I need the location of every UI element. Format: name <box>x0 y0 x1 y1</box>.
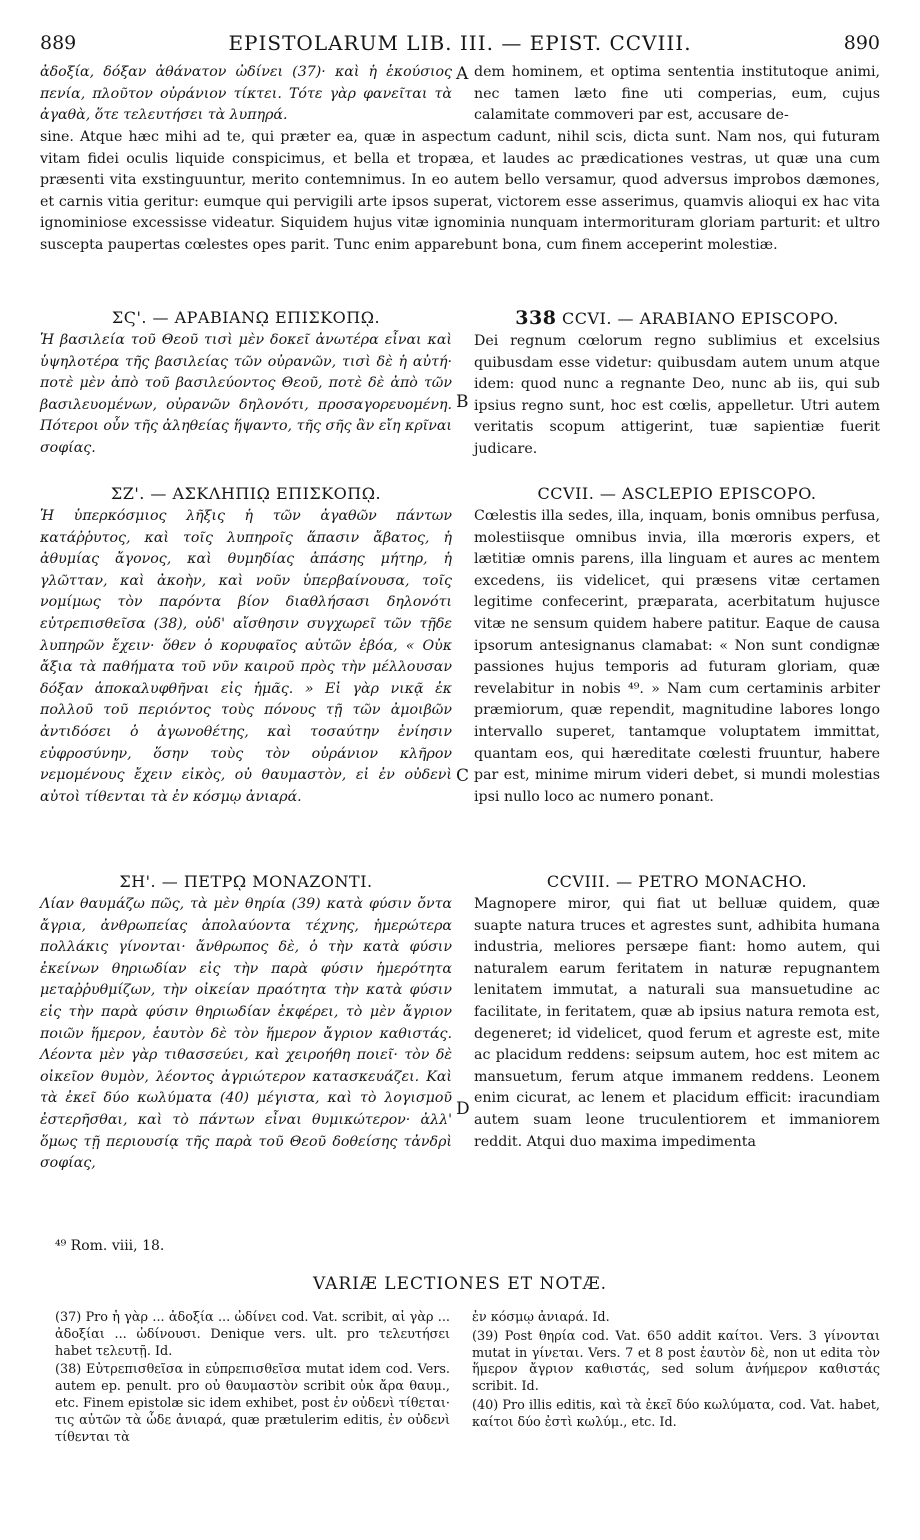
page-number-left: 889 <box>40 32 77 54</box>
notes-title: VARIÆ LECTIONES ET NOTÆ. <box>312 1274 608 1294</box>
greek-letter-208 <box>40 870 452 1175</box>
greek-heading-208: ΣΗ'. — ΠΕΤΡῼ ΜΟΝΑΖΟΝΤΙ. <box>119 872 373 891</box>
running-title: EPISTOLARUM LIB. III. — EPIST. CCVIII. <box>228 31 692 55</box>
greek-continuation-text: ἀδοξία, δόξαν ἀθάνατον ὠδίνει (37)· καὶ ἡ ἑκούσιος πενία, πλοῦτον οὐράνιον τίκτει. Τότε γὰρ φανεῖται τὰ ἀγαθὰ, ὅτε τελευτήσει τὰ λυπηρά. <box>40 64 452 124</box>
latin-body-206: Dei regnum cœlorum regno sublimius et excelsius quibusdam esse videtur: quibusdam autem unum atque idem: quod nunc a regnante Deo, nunc ab iis, qui sub ipsius regno sunt, hoc est cœlis, appelletur. Utri autem veritatis scopum attigerint, tuæ sapientiæ fuerit judicare. <box>474 333 880 457</box>
note-38-continued: ἐν κόσμῳ ἀνιαρά. Id. <box>472 1310 610 1325</box>
greek-letter-206 <box>40 306 452 460</box>
latin-heading-206-text: CCVI. — ARABIANO EPISCOPO. <box>562 309 839 328</box>
greek-body-208: Λίαν θαυμάζω πῶς, τὰ μὲν θηρία (39) κατὰ φύσιν ὄντα ἄγρια, ἀνθρωπείας ἀπολαύοντα τέχνης, ἡμερώτερα πολλάκις γίνονται· ἄνθρωπος δὲ, ὁ τὴν κατὰ φύσιν ἐκείνων θηριωδίαν εἰς τὴν παρὰ φύσιν ἡμερότητα μεταῤῥυθμίζων, τὴν οἰκείαν πραότητα τὴν κατὰ φύσιν εἰς τὴν παρὰ φύσιν θηριωδίαν ἐκφέρει, τὸ μὲν ἄγριον ποιῶν ἥμερον, ἑαυτὸν δὲ τὸν ἥμερον ἄγριον καθιστάς. Λέοντα μὲν γὰρ τιθασσεύει, καὶ χειροήθη ποιεῖ· τὸν δὲ οἰκεῖον θυμὸν, λέοντος ἀγριώτερον κατασκευάζει. Καὶ τὰ ἐκεῖ δύο κωλύματα (40) μέγιστα, καὶ τὸ λογισμοῦ ἐστερῆσθαι, καὶ τὸ πάντων εἶναι θυμικώτερον· ἀλλ' ὅμως τῇ περιουσίᾳ τῆς παρὰ τοῦ Θεοῦ δοθείσης τἀνδρὶ σοφίας, <box>40 896 452 1172</box>
latin-heading-206 <box>474 306 880 331</box>
margin-letter-d: D <box>456 1099 470 1119</box>
footnote: ⁴⁹ Rom. viii, 18. <box>55 1238 165 1254</box>
margin-letter-c: C <box>456 766 470 786</box>
latin-letter-208 <box>474 870 880 1153</box>
latin-heading-208: CCVIII. — PETRO MONACHO. <box>546 872 808 891</box>
greek-body-207: Ἡ ὑπερκόσμιος λῆξις ἡ τῶν ἀγαθῶν πάντων κατάῤῥυτος, καὶ τοῖς λυπηροῖς ἅπασιν ἄβατος, ἡ ἀθυμίας ἄγονος, καὶ θυμηδίας ἁπάσης μήτηρ, ἡ γλῶτταν, καὶ ἀκοὴν, καὶ νοῦν ὑπερβαίνουσα, τοῖς νομίμως τὸν παρόντα βίον διαθλήσασι δηλονότι εὐτρεπισθεῖσα (38), οὐδ' αἴσθησιν συγχωρεῖ τῶν τῇδε λυπηρῶν ἔχειν· ὅθεν ὁ κορυφαῖος αὐτῶν ἐβόα, « Οὐκ ἄξια τὰ παθήματα τοῦ νῦν καιροῦ πρὸς τὴν μέλλουσαν δόξαν ἀποκαλυφθῆναι εἰς ἡμᾶς. » Εἰ γὰρ νικᾷ ἐκ πολλοῦ τοῦ περιόντος τοὺς πόνους τῇ τῶν ἀμοιβῶν ἀντιδόσει ὁ ἀγωνοθέτης, καὶ τοσαύτην ἐνίησιν εὐφροσύνην, ὅσην τοὺς τὸν οὐράνιον κλῆρον νεμομένους ἔχειν εἰκὸς, οὐ θαυμαστὸν, εἰ ἐν οὐδενὶ αὐτοὶ τίθενται τὰ ἐν κόσμῳ ἀνιαρά. <box>40 508 452 805</box>
running-header <box>40 28 880 58</box>
latin-full-width-text: sine. Atque hæc mihi ad te, qui præter ea, quæ in aspectum cadunt, nihil scis, dicta sunt. Nam nos, qui futuram vitam fidei oculis liquide conspicimus, et bella et tropæa, et laudes ac prædicationes vestras, ut quæ una cum præsenti vita exstinguuntur, merito contemnimus. In eo autem bello versamur, quod adversus improbos dæmones, et carnis vitia geritur: eumque qui pervigili arte ipsos superat, victorem esse asserimus, quamvis alioqui ex hac vita ignominiose excessisse videatur. Siquidem hujus vitæ ignominia nunquam intermorituram gloriam parturit: et ultro suscepta paupertas cœlestes opes parit. Tunc enim apparebunt bona, cum finem acceperint molestiæ. <box>40 129 880 253</box>
note-40: (40) Pro illis editis, καὶ τὰ ἐκεῖ δύο κωλύματα, cod. Vat. habet, καίτοι δύο ἐστὶ κωλύμ., etc. Id. <box>472 1397 880 1430</box>
latin-heading-207: CCVII. — ASCLEPIO EPISCOPO. <box>537 484 817 503</box>
margin-letter-a: A <box>456 64 469 84</box>
latin-letter-207 <box>474 482 880 808</box>
latin-continuation <box>474 62 880 127</box>
greek-heading-206: ΣϚ'. — ΑΡΑΒΙΑΝῼ ΕΠΙΣΚΟΠῼ. <box>111 308 381 327</box>
greek-letter-207 <box>40 482 452 808</box>
column-marker: 338 <box>515 307 557 329</box>
note-38: (38) Εὐτρεπισθεῖσα in εὐπρεπισθεῖσα mutat idem cod. Vers. autem ep. penult. pro οὐ θαυμαστὸν scribit οὐκ ἄρα θαυμ., etc. Finem epistolæ sic idem exhibet, post ἐν οὐδενὶ τίθεται· τις αὐτῶν τὰ ὧδε ἀνιαρά, quæ prætulerim editis, ἐν οὐδενὶ τίθενται τὰ <box>55 1362 450 1445</box>
greek-continuation <box>40 62 452 127</box>
note-37: (37) Pro ἡ γὰρ ... ἀδοξία ... ὠδίνει cod. Vat. scribit, αἱ γὰρ ... ἀδοξίαι ... ὠδίνουσι. Denique vers. ult. pro τελευτήσει habet τελευτῇ. Id. <box>55 1310 450 1359</box>
notes-right-column <box>472 1310 880 1434</box>
page-number-right: 890 <box>843 32 880 54</box>
note-39: (39) Post θηρία cod. Vat. 650 addit καίτοι. Vers. 3 γίνονται mutat in γίνεται. Vers. 7 et 8 post ἑαυτὸν δὲ, non ut edita τὸν ἥμερον ἄγριον καθιστάς, sed solum ἀνήμερον καθιστάς scribit. Id. <box>472 1328 880 1395</box>
latin-letter-206 <box>474 306 880 461</box>
latin-full-width-paragraph <box>40 127 880 257</box>
margin-letter-b: B <box>456 392 469 412</box>
latin-continuation-text: dem hominem, et optima sententia institutoque animi, nec tamen læto fine uti comperias, eum, cujus calamitate commoveri par est, accusare de- <box>474 64 880 124</box>
greek-body-206: Ἡ βασιλεία τοῦ Θεοῦ τισὶ μὲν δοκεῖ ἀνωτέρα εἶναι καὶ ὑψηλοτέρα τῆς βασιλείας τῶν οὐρανῶν, τισὶ δὲ ἡ αὐτή· ποτὲ μὲν ἀπὸ τοῦ βασιλεύοντος Θεοῦ, ποτὲ δὲ ἀπὸ τῶν βασιλευομένων, οὐρανῶν δηλονότι, προσαγορευομένη. Πότεροι οὖν τῆς ἀληθείας ἥψαντο, τῆς σῆς ἂν εἴη κρῖναι σοφίας. <box>40 332 452 456</box>
latin-body-207: Cœlestis illa sedes, illa, inquam, bonis omnibus perfusa, molestiisque omnibus invia, illa mœroris expers, et lætitiæ omnis parens, illa linguam et aures ac mentem excedens, iis videlicet, qui præsens vitæ certamen legitime confecerint, præparata, acerbitatum hujusce vitæ ne sensum quidem habere patitur. Eaque de causa ipsorum antesignanus clamabat: « Non sunt condignæ passiones hujus temporis ad futuram gloriam, quæ revelabitur in nobis ⁴⁹. » Nam cum certaminis arbiter præmiorum, quæ rependit, magnitudine labores longo intervallo superet, tantamque voluptatem immittat, quantam eos, qui hæreditate cœlesti fruuntur, habere par est, minime mirum videri debet, si mundi molestias ipsi nullo loco ac numero ponant. <box>474 508 880 805</box>
notes-left-column <box>55 1310 450 1448</box>
latin-body-208: Magnopere miror, qui fiat ut belluæ quidem, quæ suapte natura truces et agrestes sunt, adhibita humana industria, meliores persæpe fiant: homo autem, qui naturalem earum feritatem in naturæ repugnantem lenitatem immutat, a naturali sua mansuetudine ac facilitate, in feritatem, quæ ab ipsius natura remota est, degeneret; id videlicet, quod ferum et agreste est, mite ac placidum reddens: seipsum autem, hoc est mitem ac mansuetum, ferum atque immanem reddens. Leonem enim cicurat, ac lenem et placidum efficit: iracundiam autem suam leone truculentiorem et immaniorem reddit. Atqui duo maxima impedimenta <box>474 896 880 1150</box>
greek-heading-207: ΣΖ'. — ΑΣΚΛΗΠΙῼ ΕΠΙΣΚΟΠῼ. <box>110 484 382 503</box>
